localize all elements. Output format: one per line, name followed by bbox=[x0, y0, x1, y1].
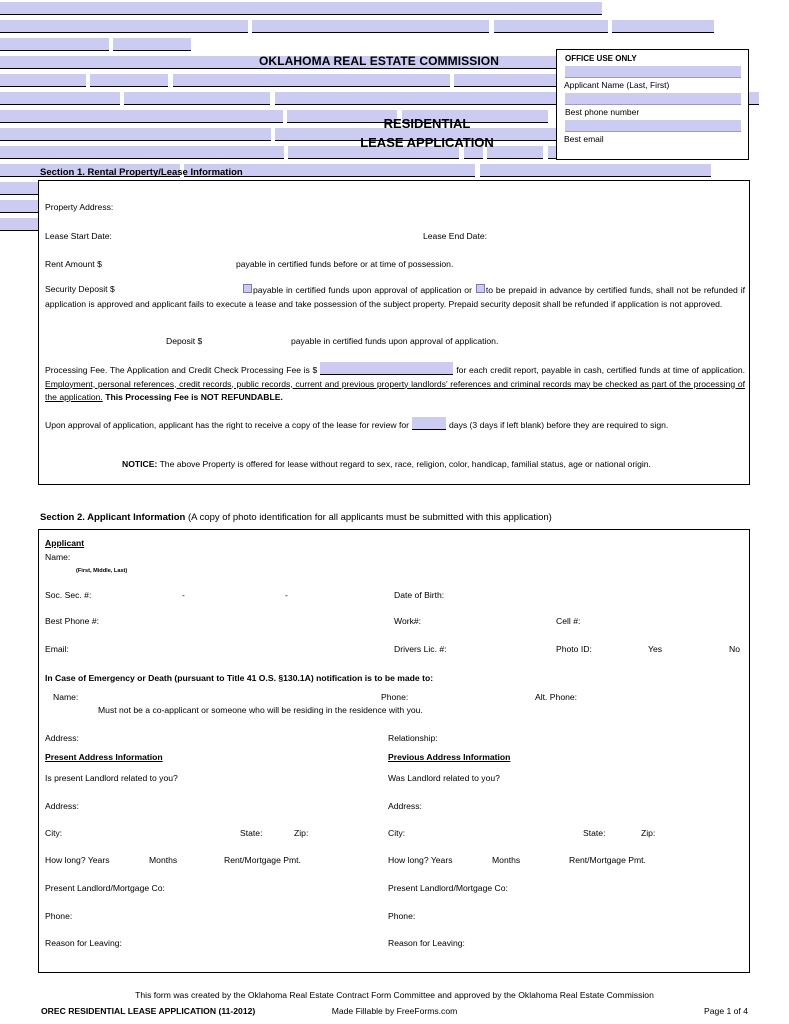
office-applicant-name-input[interactable] bbox=[565, 66, 741, 78]
cell-phone-input[interactable] bbox=[124, 92, 270, 105]
office-best-email-input[interactable] bbox=[565, 120, 741, 132]
previous-months-label: Months bbox=[492, 855, 521, 865]
present-landlord-related-label: Is present Landlord related to you? bbox=[45, 773, 178, 783]
section1-heading: Section 1. Rental Property/Lease Information bbox=[40, 167, 243, 178]
photo-id-yes-label: Yes bbox=[648, 644, 663, 654]
page-title-commission: OKLAHOMA REAL ESTATE COMMISSION bbox=[259, 54, 499, 68]
office-use-title: OFFICE USE ONLY bbox=[565, 54, 637, 63]
dob-input[interactable] bbox=[173, 74, 450, 87]
office-best-phone-label: Best phone number bbox=[565, 107, 640, 117]
section2-heading bbox=[40, 512, 552, 523]
rent-amount-label: Rent Amount $ bbox=[45, 259, 102, 269]
previous-state-label: State: bbox=[583, 828, 606, 838]
lease-end-label: Lease End Date: bbox=[423, 231, 488, 241]
present-address-input[interactable] bbox=[0, 146, 284, 159]
footer-form-id: OREC RESIDENTIAL LEASE APPLICATION (11-2012) bbox=[41, 1006, 256, 1016]
emergency-name-label: Name: bbox=[53, 692, 79, 702]
emergency-address-label: Address: bbox=[45, 733, 79, 743]
office-best-email-label: Best email bbox=[564, 134, 604, 144]
best-phone-label: Best Phone #: bbox=[45, 616, 99, 626]
page-title-line1: RESIDENTIAL bbox=[383, 116, 471, 131]
security-deposit-prepaid-checkbox[interactable] bbox=[476, 284, 485, 293]
security-deposit-option2-text: to be prepaid in advance by certified funds, shall not be refunded if application is approved and applicant fails to execute a lease and take possession of the subject property. Prepaid security deposit shall be refunded if application is not approved. bbox=[45, 285, 745, 309]
deposit-amount-input[interactable] bbox=[113, 38, 191, 51]
previous-landlord-co-label: Present Landlord/Mortgage Co: bbox=[388, 883, 508, 893]
processing-fee-bold: This Processing Fee is NOT REFUNDABLE. bbox=[105, 392, 283, 402]
office-applicant-name-label: Applicant Name (Last, First) bbox=[564, 80, 670, 90]
previous-city-label: City: bbox=[388, 828, 406, 838]
drivers-license-label: Drivers Lic. #: bbox=[394, 644, 447, 654]
name-hint: (First, Middle, Last) bbox=[76, 568, 128, 574]
notice-label: NOTICE: bbox=[122, 459, 158, 469]
present-landlord-co-label: Present Landlord/Mortgage Co: bbox=[45, 883, 165, 893]
footer-attribution: This form was created by the Oklahoma Real Estate Contract Form Committee and approved by the Oklahoma Real Estate Commission bbox=[135, 990, 654, 1000]
previous-address-heading: Previous Address Information bbox=[388, 752, 511, 762]
email-input[interactable] bbox=[275, 92, 569, 105]
emergency-name-input[interactable] bbox=[0, 110, 283, 123]
previous-rent-label: Rent/Mortgage Pmt. bbox=[569, 855, 646, 865]
previous-phone-label: Phone: bbox=[388, 911, 416, 921]
section1-box bbox=[38, 180, 750, 485]
ssn-dash-2: - bbox=[285, 590, 288, 600]
photo-id-label: Photo ID: bbox=[556, 644, 592, 654]
dob-label: Date of Birth: bbox=[394, 590, 445, 600]
lease-end-input[interactable] bbox=[252, 20, 489, 33]
work-phone-input[interactable] bbox=[0, 92, 120, 105]
deposit-suffix-label: payable in certified funds upon approval of application. bbox=[291, 336, 499, 346]
lease-start-label: Lease Start Date: bbox=[45, 231, 112, 241]
security-deposit-certified-checkbox[interactable] bbox=[243, 284, 252, 293]
review-lead: Upon approval of application, applicant has the right to receive a copy of the lease for review for bbox=[45, 420, 410, 430]
office-best-phone-input[interactable] bbox=[565, 93, 741, 105]
emergency-phone-label: Phone: bbox=[381, 692, 409, 702]
property-address-label: Property Address: bbox=[45, 202, 114, 212]
notice-paragraph bbox=[122, 458, 742, 472]
previous-address-label: Address: bbox=[388, 801, 422, 811]
processing-fee-mid: for each credit report, payable in cash, certified funds at time of application. bbox=[456, 365, 745, 375]
present-address-heading: Present Address Information bbox=[45, 752, 163, 762]
ssn-label: Soc. Sec. #: bbox=[45, 590, 92, 600]
lease-start-input[interactable] bbox=[0, 20, 248, 33]
present-address-label: Address: bbox=[45, 801, 79, 811]
security-deposit-option1-text: payable in certified funds upon approval of application or bbox=[253, 285, 472, 295]
deposit-type-input[interactable] bbox=[0, 38, 109, 51]
photo-id-no-label: No bbox=[729, 644, 740, 654]
work-phone-label: Work#: bbox=[394, 616, 422, 626]
emergency-heading: In Case of Emergency or Death (pursuant to Title 41 O.S. §130.1A) notification is to be made to: bbox=[45, 673, 434, 683]
processing-fee-lead: Processing Fee. The Application and Credit Check Processing Fee is $ bbox=[45, 365, 318, 375]
present-rent-label: Rent/Mortgage Pmt. bbox=[224, 855, 301, 865]
present-phone-label: Phone: bbox=[45, 911, 73, 921]
security-deposit-input[interactable] bbox=[612, 20, 714, 33]
applicant-subheading: Applicant bbox=[45, 538, 85, 548]
processing-fee-paragraph bbox=[45, 362, 745, 405]
office-use-only-box bbox=[556, 49, 749, 160]
security-deposit-paragraph bbox=[45, 284, 745, 311]
cell-phone-label: Cell #: bbox=[556, 616, 581, 626]
present-zip-label: Zip: bbox=[294, 828, 309, 838]
notice-text: The above Property is offered for lease without regard to sex, race, religion, color, handicap, familial status, age or national origin. bbox=[159, 459, 651, 469]
page-title-form bbox=[317, 114, 537, 152]
name-label: Name: bbox=[45, 552, 71, 562]
emergency-address-input[interactable] bbox=[0, 128, 271, 141]
emergency-note: Must not be a co-applicant or someone who will be residing in the residence with you. bbox=[98, 705, 423, 715]
present-months-label: Months bbox=[149, 855, 178, 865]
previous-howlong-label: How long? Years bbox=[388, 855, 453, 865]
email-label: Email: bbox=[45, 644, 69, 654]
present-reason-input[interactable] bbox=[480, 164, 711, 177]
emergency-alt-phone-label: Alt. Phone: bbox=[535, 692, 578, 702]
processing-fee-input[interactable] bbox=[320, 362, 453, 375]
deposit-word-label: Deposit $ bbox=[166, 336, 203, 346]
rent-amount-input[interactable] bbox=[494, 20, 608, 33]
ssn-part2-input[interactable] bbox=[0, 74, 86, 87]
present-city-label: City: bbox=[45, 828, 63, 838]
section2-heading-bold: Section 2. Applicant Information bbox=[40, 512, 186, 523]
page-title-line2: LEASE APPLICATION bbox=[360, 135, 494, 150]
present-state-label: State: bbox=[240, 828, 263, 838]
emergency-relationship-label: Relationship: bbox=[388, 733, 438, 743]
previous-zip-label: Zip: bbox=[641, 828, 656, 838]
review-tail: days (3 days if left blank) before they are required to sign. bbox=[449, 420, 669, 430]
property-address-input[interactable] bbox=[0, 2, 602, 15]
footer-page-number: Page 1 of 4 bbox=[704, 1006, 748, 1016]
rent-amount-suffix: payable in certified funds before or at time of possession. bbox=[236, 259, 454, 269]
ssn-dash-1: - bbox=[182, 590, 185, 600]
previous-reason-label: Reason for Leaving: bbox=[388, 938, 465, 948]
processing-fee-underlined: Employment, personal references, credit records, public records, current and previous property landlords' references and criminal records may be checked as part of the processing of the application. bbox=[45, 378, 745, 402]
present-reason-label: Reason for Leaving: bbox=[45, 938, 122, 948]
present-howlong-label: How long? Years bbox=[45, 855, 110, 865]
footer-made-fillable: Made Fillable by FreeForms.com bbox=[331, 1006, 458, 1016]
previous-landlord-related-label: Was Landlord related to you? bbox=[388, 773, 500, 783]
security-deposit-label: Security Deposit $ bbox=[45, 284, 115, 294]
section2-heading-note: (A copy of photo identification for all applicants must be submitted with this application) bbox=[187, 512, 552, 523]
review-days-input[interactable] bbox=[412, 417, 446, 430]
ssn-part3-input[interactable] bbox=[90, 74, 168, 87]
review-period-paragraph bbox=[45, 417, 745, 433]
